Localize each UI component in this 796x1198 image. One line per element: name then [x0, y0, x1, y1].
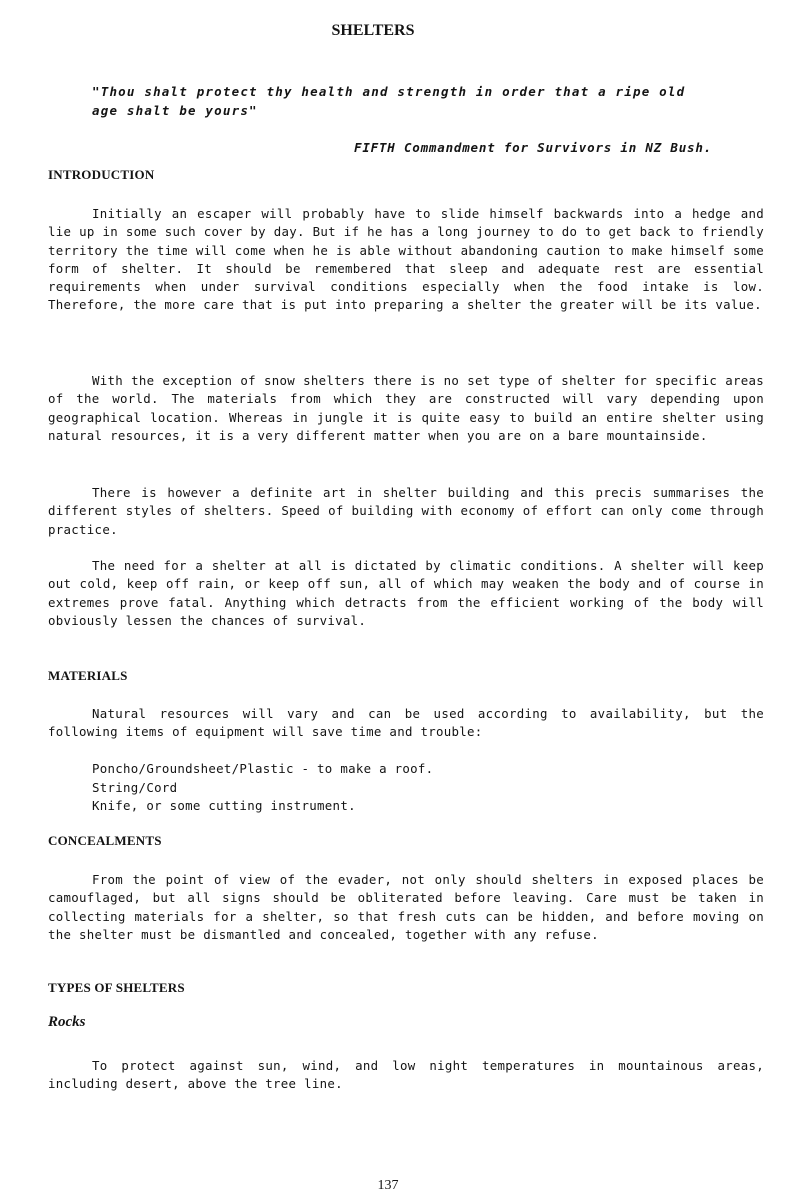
- types-of-shelters-heading: TYPES OF SHELTERS: [48, 980, 185, 995]
- list-item: Knife, or some cutting instrument.: [92, 798, 356, 814]
- introduction-heading: INTRODUCTION: [48, 167, 155, 182]
- introduction-paragraph-3: There is however a definite art in shelter building and this precis summarises the different styles of shelters. Speed of building with economy of effort can only come through practice.: [48, 485, 764, 537]
- page-number: 137: [377, 1178, 399, 1193]
- page-title: SHELTERS: [331, 22, 415, 39]
- rocks-paragraph: To protect against sun, wind, and low night temperatures in mountainous areas, including desert, above the tree line.: [48, 1058, 764, 1092]
- introduction-paragraph-2: With the exception of snow shelters there is no set type of shelter for specific areas of the world. The materials from which they are constructed will vary depending upon geographical location. Whereas in jungle it is quite easy to build an entire shelter using natural resources, it is a very different matter when you are on a bare mountainside.: [48, 373, 764, 443]
- concealments-heading: CONCEALMENTS: [48, 833, 162, 848]
- epigraph-attribution: FIFTH Commandment for Survivors in NZ Bush.: [354, 140, 713, 155]
- materials-list: [92, 760, 433, 816]
- epigraph-quote: "Thou shalt protect thy health and strength in order that a ripe old age shalt be yours": [92, 84, 686, 118]
- concealments-paragraph: From the point of view of the evader, not only should shelters in exposed places be camouflaged, but all signs should be obliterated before leaving. Care must be taken in collecting materials for a shelter, so that fresh cuts can be hidden, and before moving on the shelter must be dismantled and concealed, together with any refuse.: [48, 872, 764, 942]
- list-item: String/Cord: [92, 779, 178, 795]
- introduction-paragraph-1: Initially an escaper will probably have to slide himself backwards into a hedge and lie up in some such cover by day. But if he has a long journey to do to get back to friendly territory the time will come when he is able without abandoning caution to make himself some form of shelter. It should be remembered that sleep and adequate rest are essential requirements when under survival conditions especially when the food intake is low. Therefore, the more care that is put into preparing a shelter the greater will be its value.: [48, 206, 764, 313]
- materials-heading: MATERIALS: [48, 668, 128, 683]
- materials-paragraph: Natural resources will vary and can be used according to availability, but the following items of equipment will save time and trouble:: [48, 706, 764, 740]
- introduction-paragraph-4: The need for a shelter at all is dictated by climatic conditions. A shelter will keep out cold, keep off rain, or keep off sun, all of which may weaken the body and of course in extremes prove fatal. Anything which detracts from the efficient working of the body will obviously lessen the chances of survival.: [48, 558, 764, 628]
- list-item: Poncho/Groundsheet/Plastic - to make a roof.: [92, 761, 434, 776]
- rocks-subheading: Rocks: [48, 1014, 86, 1030]
